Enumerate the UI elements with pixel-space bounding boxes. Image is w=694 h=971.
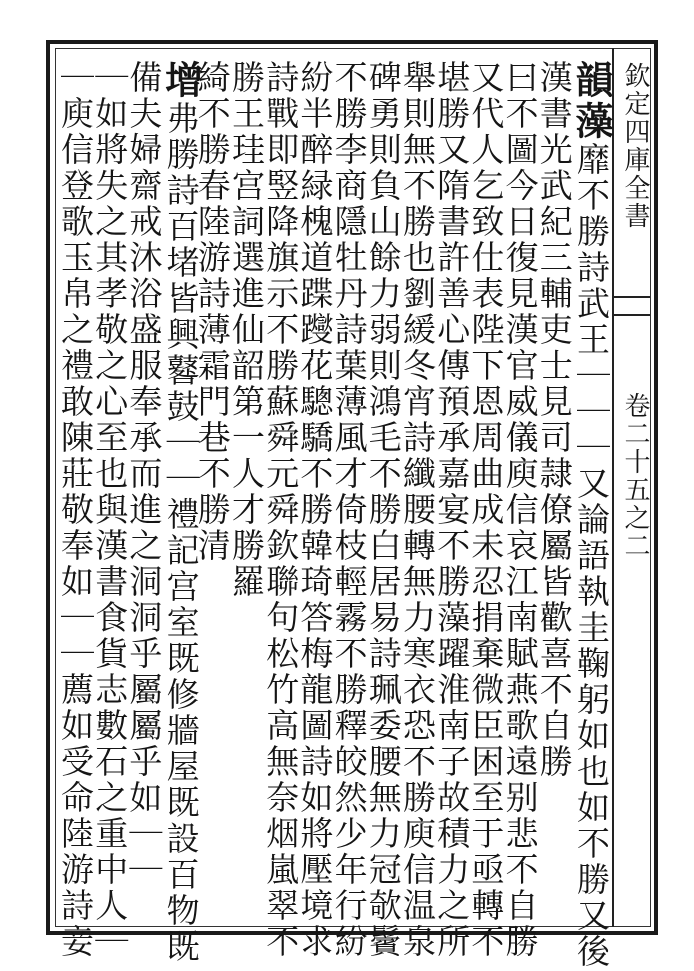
column-text: 堪勝又隋書許善心傳預承嘉宴不勝藻躍淮南子故積力之所 [432, 60, 472, 960]
column-text: 又代人乞致仕表陛下恩周曲成未忍捐棄微臣困至于亟轉不 [466, 60, 506, 960]
text-column [158, 60, 204, 965]
column-text: 綺不勝春陸游詩薄霜門巷不勝清 [192, 60, 232, 564]
text-column [124, 60, 164, 888]
book-title: 欽定四庫全書 [620, 62, 650, 230]
column-text: 不勝李商隱牡丹詩葉薄風才倚枝輕霧不勝釋皎然少年行紛 [329, 60, 369, 960]
text-column [500, 60, 540, 960]
text-column [90, 60, 130, 960]
column-text: 舉則無不勝也劉緩冬宵詩纖腰轉無力寒衣恐不勝庾信温泉 [398, 60, 437, 960]
text-column [398, 60, 437, 960]
column-text: 紛半醉緑槐道蹀躞花驄驕不勝韓琦答梅龍圖詩如將壓境求 [295, 60, 335, 960]
text-column [534, 60, 574, 780]
column-text: 碑勇則負山餘力弱則鴻毛不勝白居易詩珮委腰無力冠欹鬢 [363, 60, 403, 960]
column-text: 勝王珪宫詞選進仙韶第一人才勝羅 [227, 60, 266, 600]
text-column [363, 60, 403, 960]
text-column [295, 60, 335, 960]
text-column [569, 60, 614, 970]
text-column [329, 60, 369, 960]
column-text: 曰不圖今日復見漢官威儀庾信哀江南賦燕歌遠别悲不自勝 [500, 60, 540, 960]
column-text: 備夫婦齋戒沐浴盛服奉承而進之洞洞乎屬屬乎如｜｜ [124, 60, 164, 888]
column-text: ｜如將失之其孝敬之心至也與漢書食貨志數石之重中人｜ [90, 60, 130, 960]
column-text: 靡不勝詩武王｜｜｜又論語執圭鞠躬如也如不勝又後 [572, 142, 611, 970]
entry-heading: 增 [158, 60, 204, 101]
column-text: 漢書光武紀三輔吏士見司隷僚屬皆歡喜不自勝 [534, 60, 574, 780]
text-column [432, 60, 472, 960]
fish-tail-mark [614, 296, 650, 316]
volume-label: 卷二十五之二 [620, 392, 650, 560]
entry-heading: 韻藻 [569, 60, 614, 142]
text-column [261, 60, 301, 960]
text-column [56, 60, 95, 960]
text-column [227, 60, 266, 600]
text-column [466, 60, 506, 960]
column-text: 弗勝詩百堵皆興鼛鼓｜｜禮記宫室既修牆屋既設百物既 [161, 101, 201, 965]
column-text: ｜庾信登歌玉帛之禮敢陳莊敬奉如｜｜薦如受命陸游詩妾 [56, 60, 95, 960]
column-text: 詩戰即竪降旗示不勝蘇舜元舜欽聯句松竹高無奈烟嵐翠不 [261, 60, 301, 960]
